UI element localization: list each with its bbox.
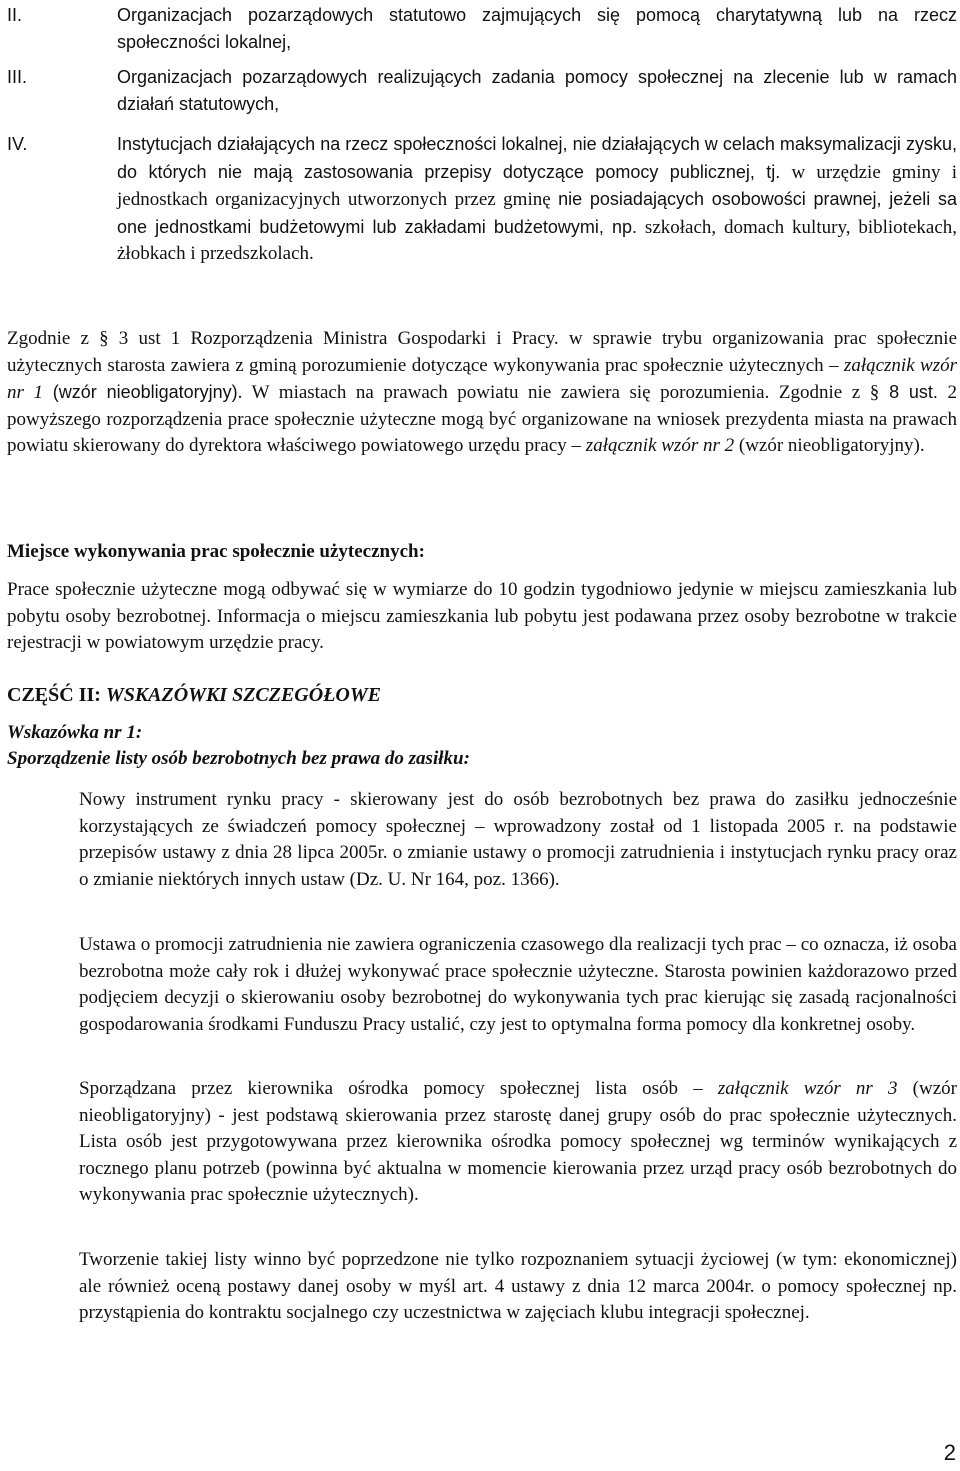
list-number: III. — [7, 67, 28, 87]
part-heading: CZĘŚĆ II: WSKAZÓWKI SZCZEGÓŁOWE — [7, 684, 381, 706]
attachment-ref: załącznik wzór nr 2 — [585, 435, 735, 456]
paragraph-location: Prace społecznie użyteczne mogą odbywać się w wymiarze do 10 godzin tygodniowo jedynie w miejscu zamieszkania lub pobytu osoby bezrobotnej. Informacja o miejscu zamieszkania lub pobytu jest podawana przez osoby bezrobotne w trakcie rejestracji w powiatowym urzędzie pracy. — [7, 579, 957, 653]
list-text: Organizacjach pozarządowych realizujących zadania pomocy społecznej na zlecenie lub w ramach działań statutowych, — [117, 67, 957, 114]
attachment-ref: załącznik wzór nr 3 — [717, 1078, 898, 1099]
paragraph-creating-list: Tworzenie takiej listy winno być poprzedzone nie tylko rozpoznaniem sytuacji życiowej (w tym: ekonomicznej) ale również oceną postawy danej osoby w myśl art. 4 ustawy z dnia 12 marca 2004r. o pomocy społecznej np. przystąpienia do kontraktu socjalnego czy uczestnictwa w zajęciach klubu integracji społecznej. — [79, 1249, 957, 1323]
list-item — [7, 2, 957, 55]
paragraph-new-instrument: Nowy instrument rynku pracy - skierowany jest do osób bezrobotnych bez prawa do zasiłku jednocześnie korzystających ze świadczeń pomocy społecznej – wprowadzony został od 1 listopada 2005 r. na podstawie przepisów ustawy z dnia 28 lipca 2005r. o zmianie ustawy o promocji zatrudnienia i instytucjach rynku pracy oraz o zmianie niektórych innych ustaw (Dz. U. Nr 164, poz. 1366). — [79, 789, 957, 890]
paragraph-regulation: Zgodnie z § 3 ust 1 Rozporządzenia Ministra Gospodarki i Pracy. w sprawie trybu organizowania prac społecznie użytecznych starosta zawiera z gminą porozumienie dotyczące wykonywania prac społecznie użytecznych – załącznik wzór nr 1 (wzór nieobligatoryjny). W miastach na prawach powiatu nie zawiera się porozumienia. Zgodnie z § 8 ust. 2 powyższego rozporządzenia prace społecznie użyteczne mogą być organizowane na wniosek prezydenta miasta na prawach powiatu skierowany do dyrektora właściwego powiatowego urzędu pracy – załącznik wzór nr 2 (wzór nieobligatoryjny). — [7, 328, 957, 456]
list-text: Instytucjach działających na rzecz społeczności lokalnej, nie działających w celach maksymalizacji zysku, do których nie mają zastosowania przepisy dotyczące pomocy publicznej, tj. w urzędzie gminy i jednostkach organizacyjnych utworzonych przez gminę nie posiadających osobowości prawnej, jeżeli sa one jednostkami budżetowymi lub zakładami budżetowymi, np. szkołach, domach kultury, bibliotekach, żłobkach i przedszkolach. — [117, 134, 957, 264]
page-number: 2 — [943, 1440, 956, 1465]
paragraph-law: Ustawa o promocji zatrudnienia nie zawiera ograniczenia czasowego dla realizacji tych prac – co oznacza, iż osoba bezrobotna może cały rok i dłużej wykonywać prace społecznie użyteczne. Starosta powinien każdorazowo przed podjęciem decyzji o skierowaniu osoby bezrobotnej do wykonywania tych prac kierując się zasadą racjonalności gospodarowania środkami Funduszu Pracy ustalić, czy jest to optymalna forma pomocy dla konkretnej osoby. — [79, 934, 957, 1035]
section-sign: § — [869, 382, 880, 403]
list-number: II. — [7, 5, 23, 25]
list-text: Organizacjach pozarządowych statutowo zajmujących się pomocą charytatywną lub na rzecz społeczności lokalnej, — [117, 5, 957, 52]
list-item — [7, 64, 957, 117]
paragraph-list: Sporządzana przez kierownika ośrodka pomocy społecznej lista osób – załącznik wzór nr 3 (wzór nieobligatoryjny) - jest podstawą skierowania przez starostę danej grupy osób do prac społecznie użytecznych. Lista osób jest przygotowywana przez kierownika ośrodka pomocy społecznej wg terminów wynikających z rocznego planu potrzeb (powinna być aktualna w momencie kierowania przez urząd pracy osób bezrobotnych do wykonywania prac społecznie użytecznych). — [79, 1078, 957, 1205]
guideline-title: Sporządzenie listy osób bezrobotnych bez prawa do zasiłku: — [7, 748, 470, 769]
section-heading: Miejsce wykonywania prac społecznie użytecznych: — [7, 541, 425, 562]
section-sign: § — [99, 328, 109, 349]
guideline-label: Wskazówka nr 1: — [7, 722, 143, 743]
list-item — [7, 131, 957, 268]
attachment-ref: załącznik wzór nr 1 — [7, 354, 957, 403]
list-number: IV. — [7, 134, 28, 154]
